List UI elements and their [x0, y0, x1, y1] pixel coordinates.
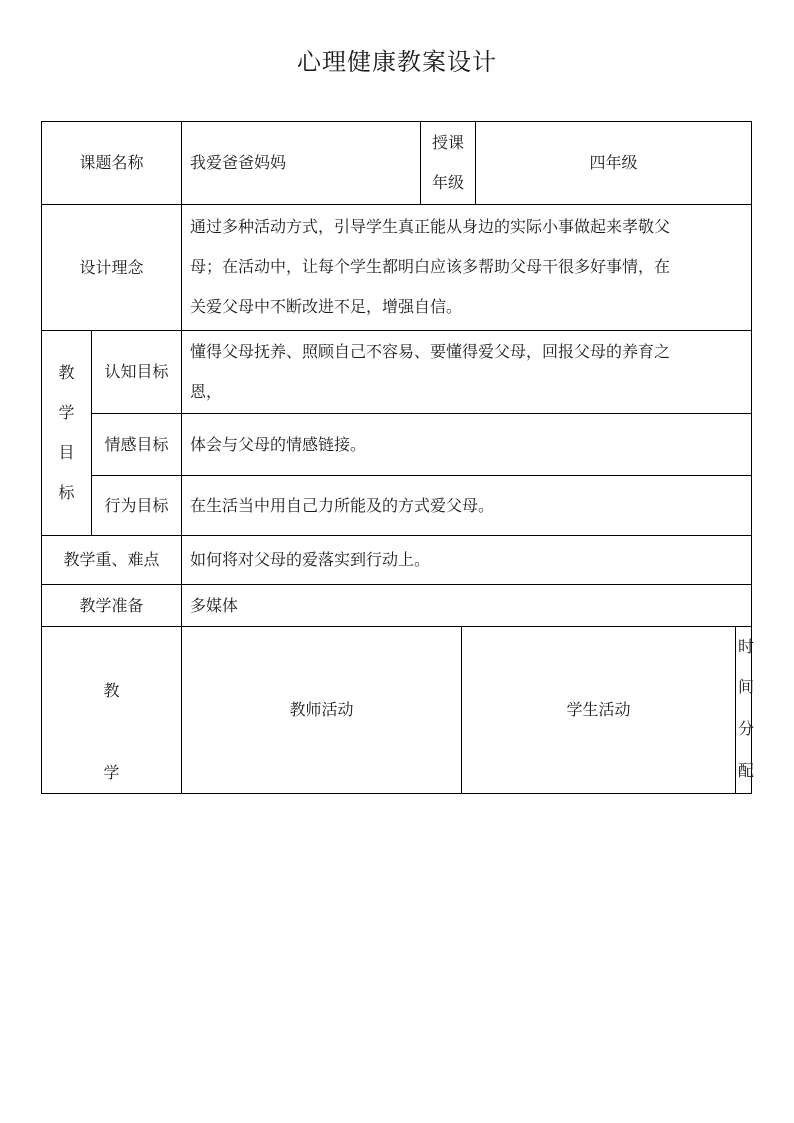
time-label-char: 配 — [738, 761, 755, 780]
goals-label-char: 学 — [58, 403, 75, 422]
prep-label: 教学准备 — [79, 595, 144, 615]
behavior-goal-label: 行为目标 — [104, 495, 169, 515]
process-label-char: 学 — [103, 763, 120, 782]
time-label-char: 时 — [738, 637, 755, 656]
concept-line: 母；在活动中，让每个学生都明白应该多帮助父母干很多好事情，在 — [190, 257, 671, 276]
teaching-process-label — [42, 627, 181, 793]
cognitive-goal-line: 恩， — [190, 382, 223, 401]
process-label-char: 教 — [103, 681, 120, 700]
emotion-goal-text: 体会与父母的情感链接。 — [190, 434, 367, 454]
course-name-value: 我爱爸爸妈妈 — [190, 153, 287, 172]
concept-label: 设计理念 — [79, 257, 144, 277]
concept-line: 通过多种活动方式，引导学生真正能从身边的实际小事做起来孝敬父 — [190, 217, 671, 236]
cognitive-goal-text — [182, 332, 751, 413]
page-title: 心理健康教案设计 — [297, 48, 497, 76]
grade-label — [421, 122, 475, 204]
course-name-label: 课题名称 — [79, 153, 144, 172]
behavior-goal-text: 在生活当中用自己力所能及的方式爱父母。 — [190, 495, 495, 515]
time-label-char: 分 — [738, 719, 755, 738]
grade-label-line2: 年级 — [431, 173, 464, 192]
cognitive-goal-label: 认知目标 — [104, 362, 169, 381]
grade-value: 四年级 — [589, 153, 638, 172]
teaching-goals-label — [42, 331, 91, 535]
grade-label-line1: 授课 — [431, 133, 464, 152]
key-points-label: 教学重、难点 — [63, 550, 160, 569]
goals-label-char: 标 — [58, 483, 75, 502]
time-allocation-header — [736, 627, 755, 793]
lesson-plan-table — [41, 121, 755, 794]
key-points-value: 如何将对父母的爱落实到行动上。 — [190, 550, 431, 569]
prep-value: 多媒体 — [190, 595, 239, 615]
concept-line: 关爱父母中不断改进不足，增强自信。 — [190, 297, 463, 316]
emotion-goal-label: 情感目标 — [104, 434, 169, 454]
goals-label-char: 目 — [58, 443, 75, 462]
student-activity-header: 学生活动 — [566, 700, 631, 719]
time-label-char: 间 — [738, 677, 755, 696]
table-border-bottom — [41, 793, 752, 794]
goals-label-char: 教 — [58, 363, 75, 382]
cognitive-goal-line: 懂得父母抚养、照顾自己不容易、要懂得爱父母，回报父母的养育之 — [190, 342, 671, 361]
concept-text — [182, 207, 751, 329]
teacher-activity-header: 教师活动 — [289, 700, 354, 719]
